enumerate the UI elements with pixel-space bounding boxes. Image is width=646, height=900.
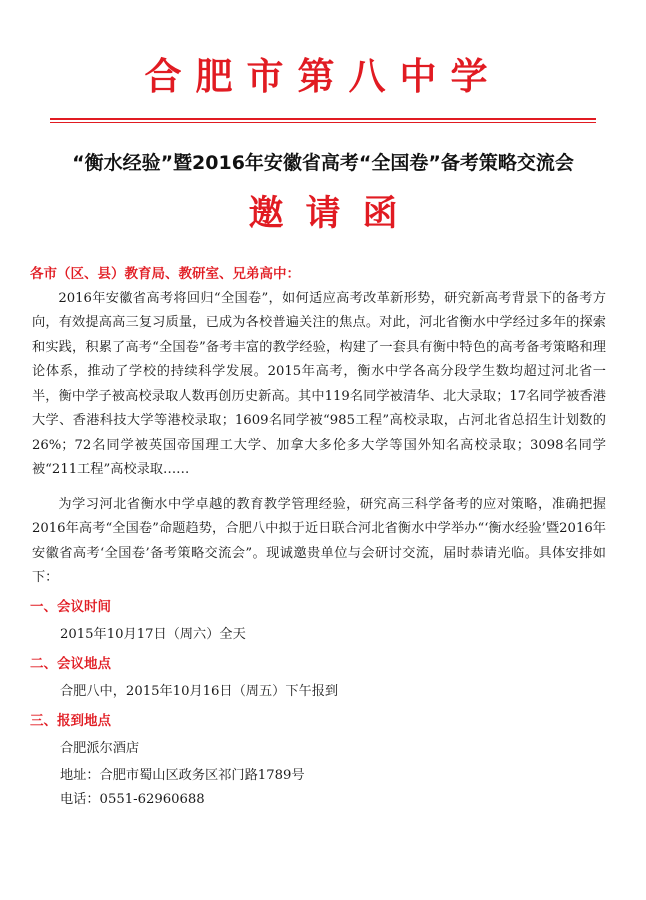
event-title: “衡水经验”暨2016年安徽省高考“全国卷”备考策略交流会 <box>72 152 574 174</box>
hotel-address-line: 地址：合肥市蜀山区政务区祁门路1789号 <box>60 767 305 783</box>
purpose-paragraph: 为学习河北省衡水中学卓越的教育教学管理经验，研究高三科学备考的应对策略，准确把握2016年高考“全国卷”命题趋势，合肥八中拟于近日联合河北省衡水中学举办“‘衡水经验’暨2016年安徽省高考‘全国卷’备考策略交流会”。现诚邀贵单位与会研讨交流，届时恭请光临。具体安排如下： <box>32 496 606 585</box>
intro-paragraph: 2016年安徽省高考将回归“全国卷”，如何适应高考改革新形势，研究新高考背景下的备考方向，有效提高高三复习质量，已成为各校普遍关注的焦点。对此，河北省衡水中学经过多年的探索和实践，积累了高考“全国卷”备考丰富的教学经验，构建了一套具有衡中特色的高考备考策略和理论体系，推动了学校的持续科学发展。2015年高考，衡水中学各高分段学生数均超过河北省一半，衡中学子被高校录取人数再创历史新高。其中119名同学被清华、北大录取；17名同学被香港大学、香港科技大学等港校录取；1609名同学被“985工程”高校录取，占河北省总招生计划数的26%；72名同学被英国帝国理工大学、加拿大多伦多大学等国外知名高校录取；3098名同学被“211工程”高校录取…… <box>32 290 606 477</box>
school-name-header: 合肥市第八中学 <box>144 54 502 98</box>
section-heading-time: 一、会议时间 <box>30 598 111 615</box>
hotel-name-line: 合肥派尔酒店 <box>60 741 140 756</box>
header-rule-thick <box>50 118 596 120</box>
letter-body <box>30 262 610 813</box>
document-title: 邀请函 <box>248 193 420 234</box>
section-heading-registration: 三、报到地点 <box>30 712 111 729</box>
section-heading-venue: 二、会议地点 <box>30 655 111 672</box>
header-rule-thin <box>50 122 596 123</box>
meeting-time-line: 2015年10月17日（周六）全天 <box>60 627 246 642</box>
meeting-venue-line: 合肥八中，2015年10月16日（周五）下午报到 <box>60 684 339 699</box>
hotel-phone-line: 电话：0551-62960688 <box>60 792 205 807</box>
salutation: 各市（区、县）教育局、教研室、兄弟高中： <box>30 266 300 282</box>
